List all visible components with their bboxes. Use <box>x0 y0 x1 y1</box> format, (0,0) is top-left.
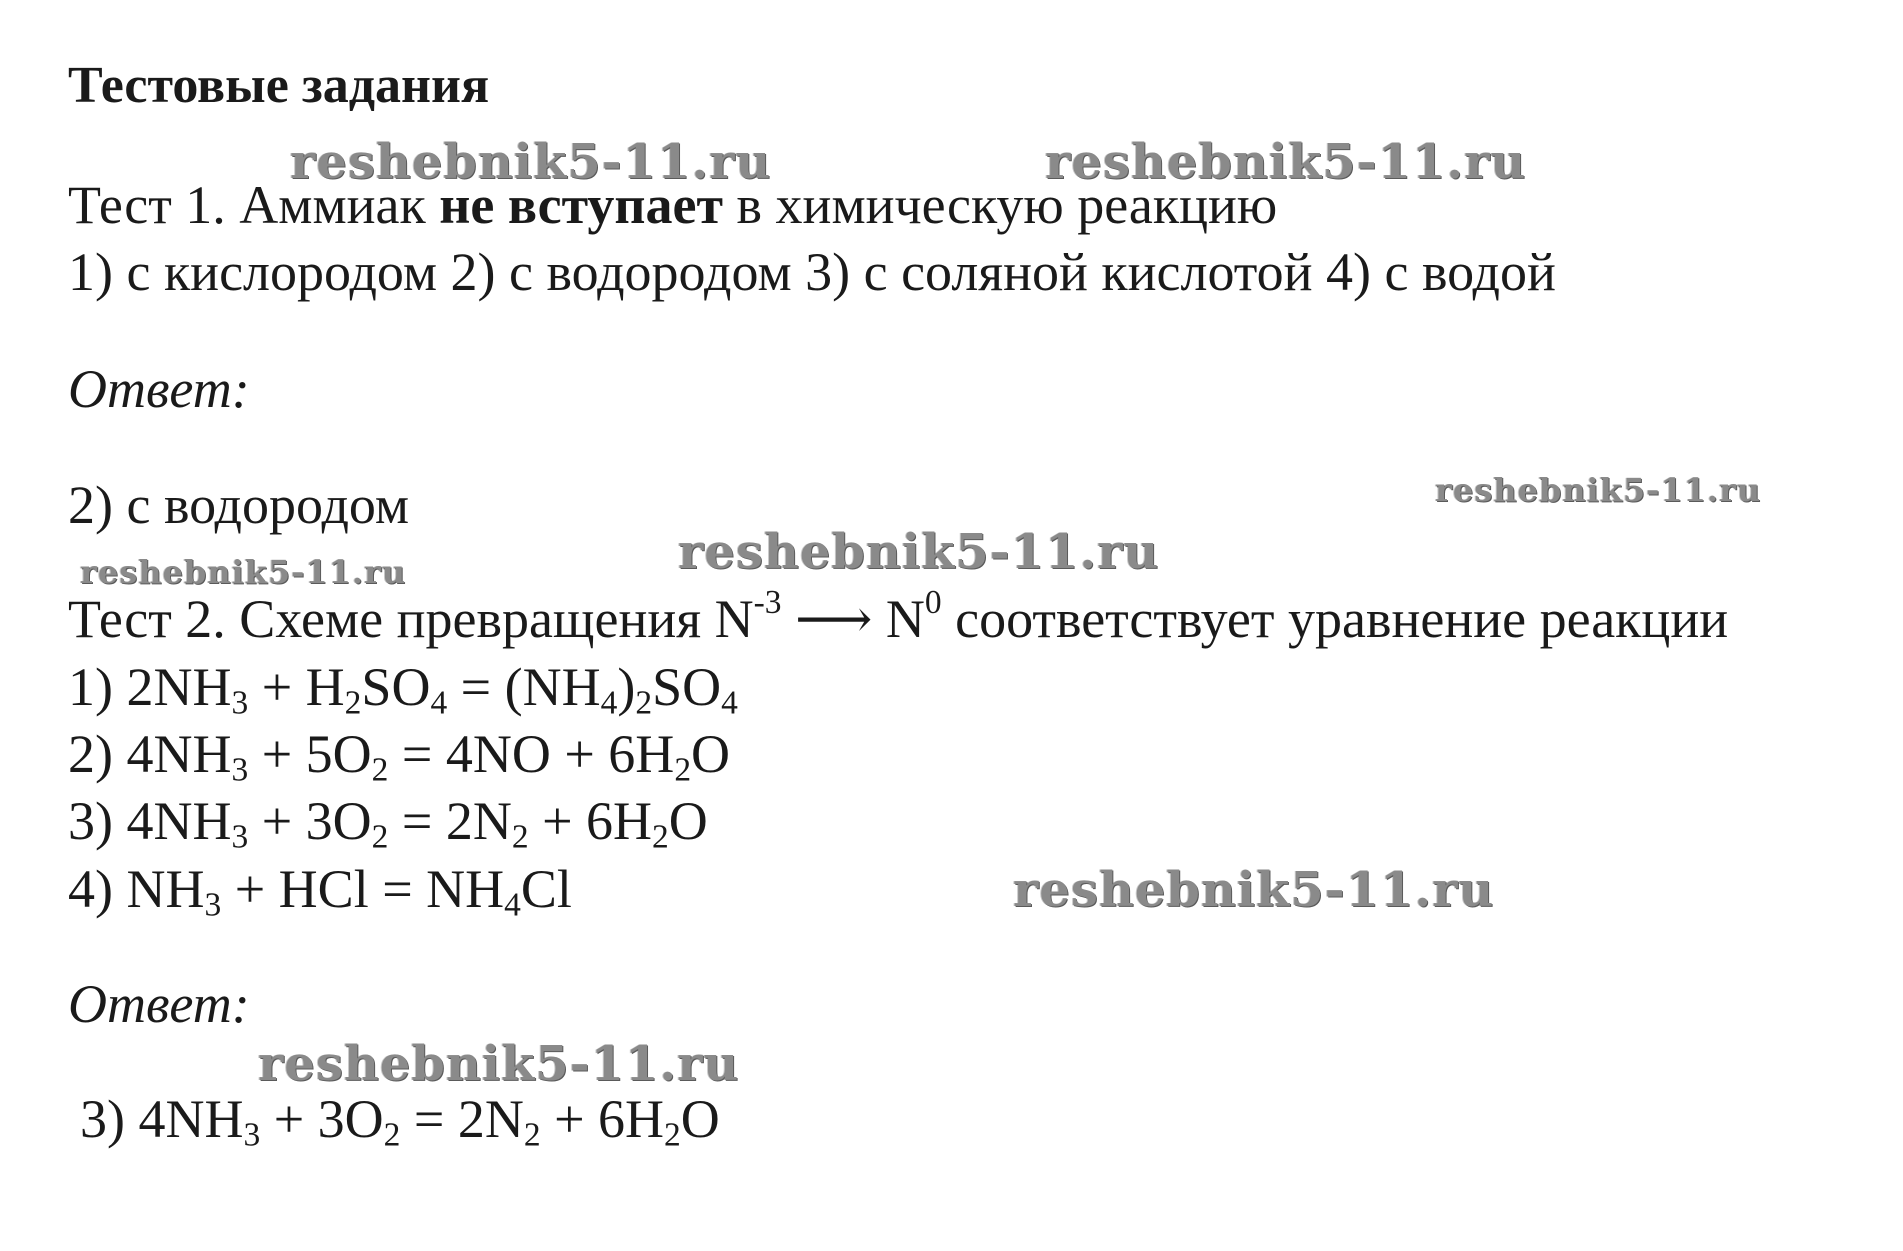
watermark: reshebnik5-11.ru <box>678 524 1160 580</box>
watermark: reshebnik5-11.ru <box>290 134 772 190</box>
watermark: reshebnik5-11.ru <box>1013 862 1495 918</box>
test2-option-4: 4) $NH_3$ + HCl = $NH_4Cl$ <box>68 859 572 924</box>
watermark: reshebnik5-11.ru <box>80 553 407 591</box>
test2-question-suffix: соответствует уравнение реакции <box>941 589 1729 649</box>
test1-answer-label: Ответ: <box>68 359 250 419</box>
test1-question-prefix: Тест 1. Аммиак <box>68 175 440 235</box>
test2-option-1: 1) $2NH_3 + H_2SO_4 = (NH_4)_2SO_4$ <box>68 657 738 722</box>
test2-option-3: 3) $4NH_3 + 3O_2 = 2N_2 + 6H_2O$ <box>68 791 708 856</box>
watermark: reshebnik5-11.ru <box>258 1036 740 1092</box>
test1-options: 1) с кислородом 2) с водородом 3) с соляной кислотой 4) с водой <box>68 242 1556 302</box>
test2-answer-label: Ответ: <box>68 974 250 1034</box>
test2-question <box>68 583 1729 649</box>
watermark: reshebnik5-11.ru <box>1045 134 1527 190</box>
section-heading: Тестовые задания <box>68 57 490 114</box>
test2-oxidation-from: -3 <box>753 583 782 621</box>
watermark: reshebnik5-11.ru <box>1435 471 1762 509</box>
test2-option-2: 2) $4NH_3 + 5O_2 = 4NO + 6H_2O$ <box>68 724 731 789</box>
test1-answer: 2) с водородом <box>68 475 410 535</box>
test2-answer: 3) $4NH_3 + 3O_2 = 2N_2 + 6H_2O$ <box>80 1089 720 1154</box>
test1-question-suffix: в химическую реакцию <box>723 175 1278 235</box>
test1-question-bold: не вступает <box>439 175 724 235</box>
test2-arrow: ⟶ N <box>781 589 925 649</box>
test2-question-prefix: Тест 2. Схеме превращения N <box>68 589 754 649</box>
test2-oxidation-to: 0 <box>924 583 942 621</box>
